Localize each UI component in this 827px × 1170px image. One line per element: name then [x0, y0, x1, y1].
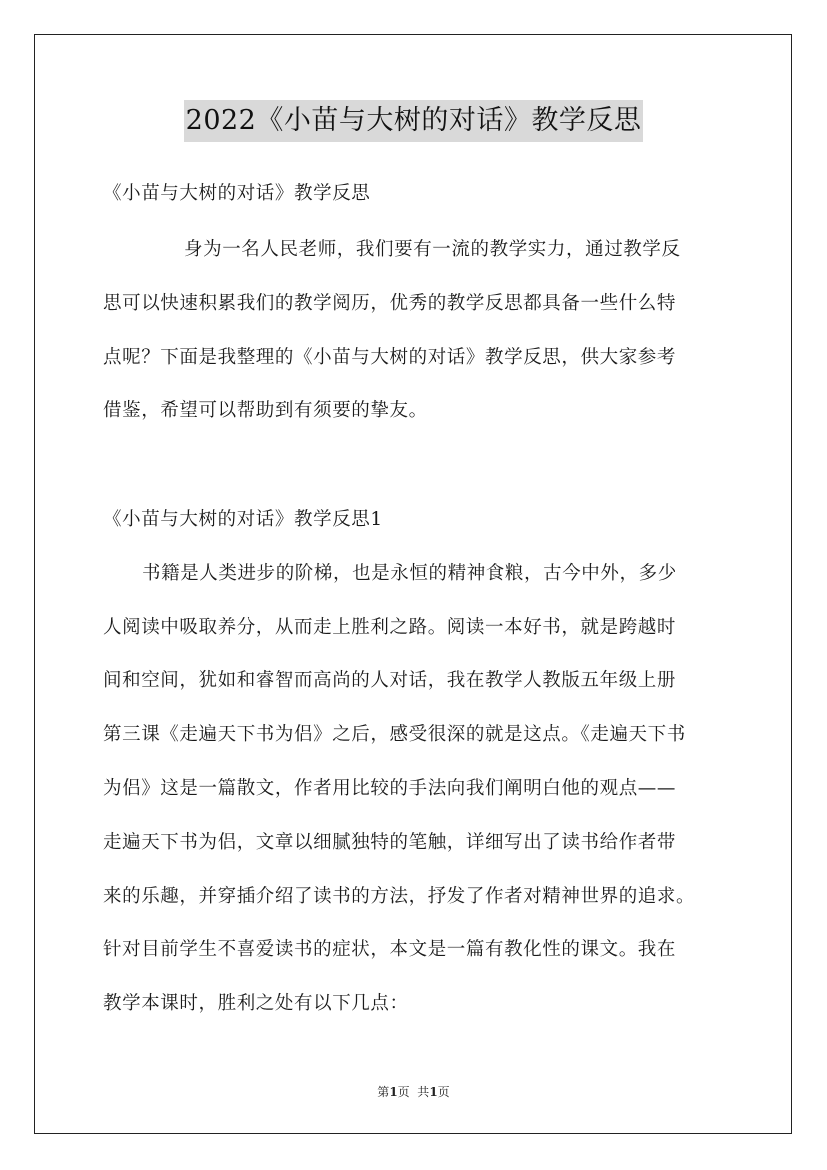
footer-page-current: 1 [389, 1085, 398, 1099]
intro-line-3: 点呢？下面是我整理的《小苗与大树的对话》教学反思，供大家参考 [103, 347, 677, 368]
footer-page-total: 1 [429, 1085, 438, 1099]
section-line-8: 针对目前学生不喜爱读书的症状，本文是一篇有教化性的课文。我在 [103, 939, 677, 960]
section-line-9: 教学本课时，胜利之处有以下几点： [103, 993, 409, 1014]
section-line-4: 第三课《走遍天下书为侣》之后，感受很深的就是这点。《走遍天下书 [103, 724, 686, 745]
document-title: 2022《小苗与大树的对话》教学反思 [184, 100, 644, 142]
section-line-7: 来的乐趣，并穿插介绍了读书的方法，抒发了作者对精神世界的追求。 [103, 886, 696, 907]
page-footer [0, 1084, 827, 1100]
section-line-1: 书籍是人类进步的阶梯，也是永恒的精神食粮，古今中外，多少 [142, 563, 677, 584]
section-line-2: 人阅读中吸取养分，从而走上胜利之路。阅读一本好书，就是跨越时 [103, 617, 677, 638]
intro-line-2: 思可以快速积累我们的教学阅历，优秀的教学反思都具备一些什么特 [103, 293, 677, 314]
subtitle: 《小苗与大树的对话》教学反思 [103, 183, 371, 204]
section-heading: 《小苗与大树的对话》教学反思1 [103, 509, 383, 530]
section-line-3: 间和空间，犹如和睿智而高尚的人对话，我在教学人教版五年级上册 [103, 670, 677, 691]
section-line-5: 为侣》这是一篇散文，作者用比较的手法向我们阐明白他的观点—— [103, 778, 677, 799]
title-wrap [0, 100, 827, 142]
footer-label-post: 页 [437, 1085, 450, 1099]
footer-label-mid: 页 共 [397, 1085, 430, 1099]
intro-line-4: 借鉴，希望可以帮助到有须要的挚友。 [103, 400, 428, 421]
section-line-6: 走遍天下书为侣，文章以细腻独特的笔触，详细写出了读书给作者带 [103, 832, 677, 853]
footer-label-pre: 第 [377, 1085, 390, 1099]
intro-line-1: 身为一名人民老师，我们要有一流的教学实力，通过教学反 [184, 239, 681, 260]
